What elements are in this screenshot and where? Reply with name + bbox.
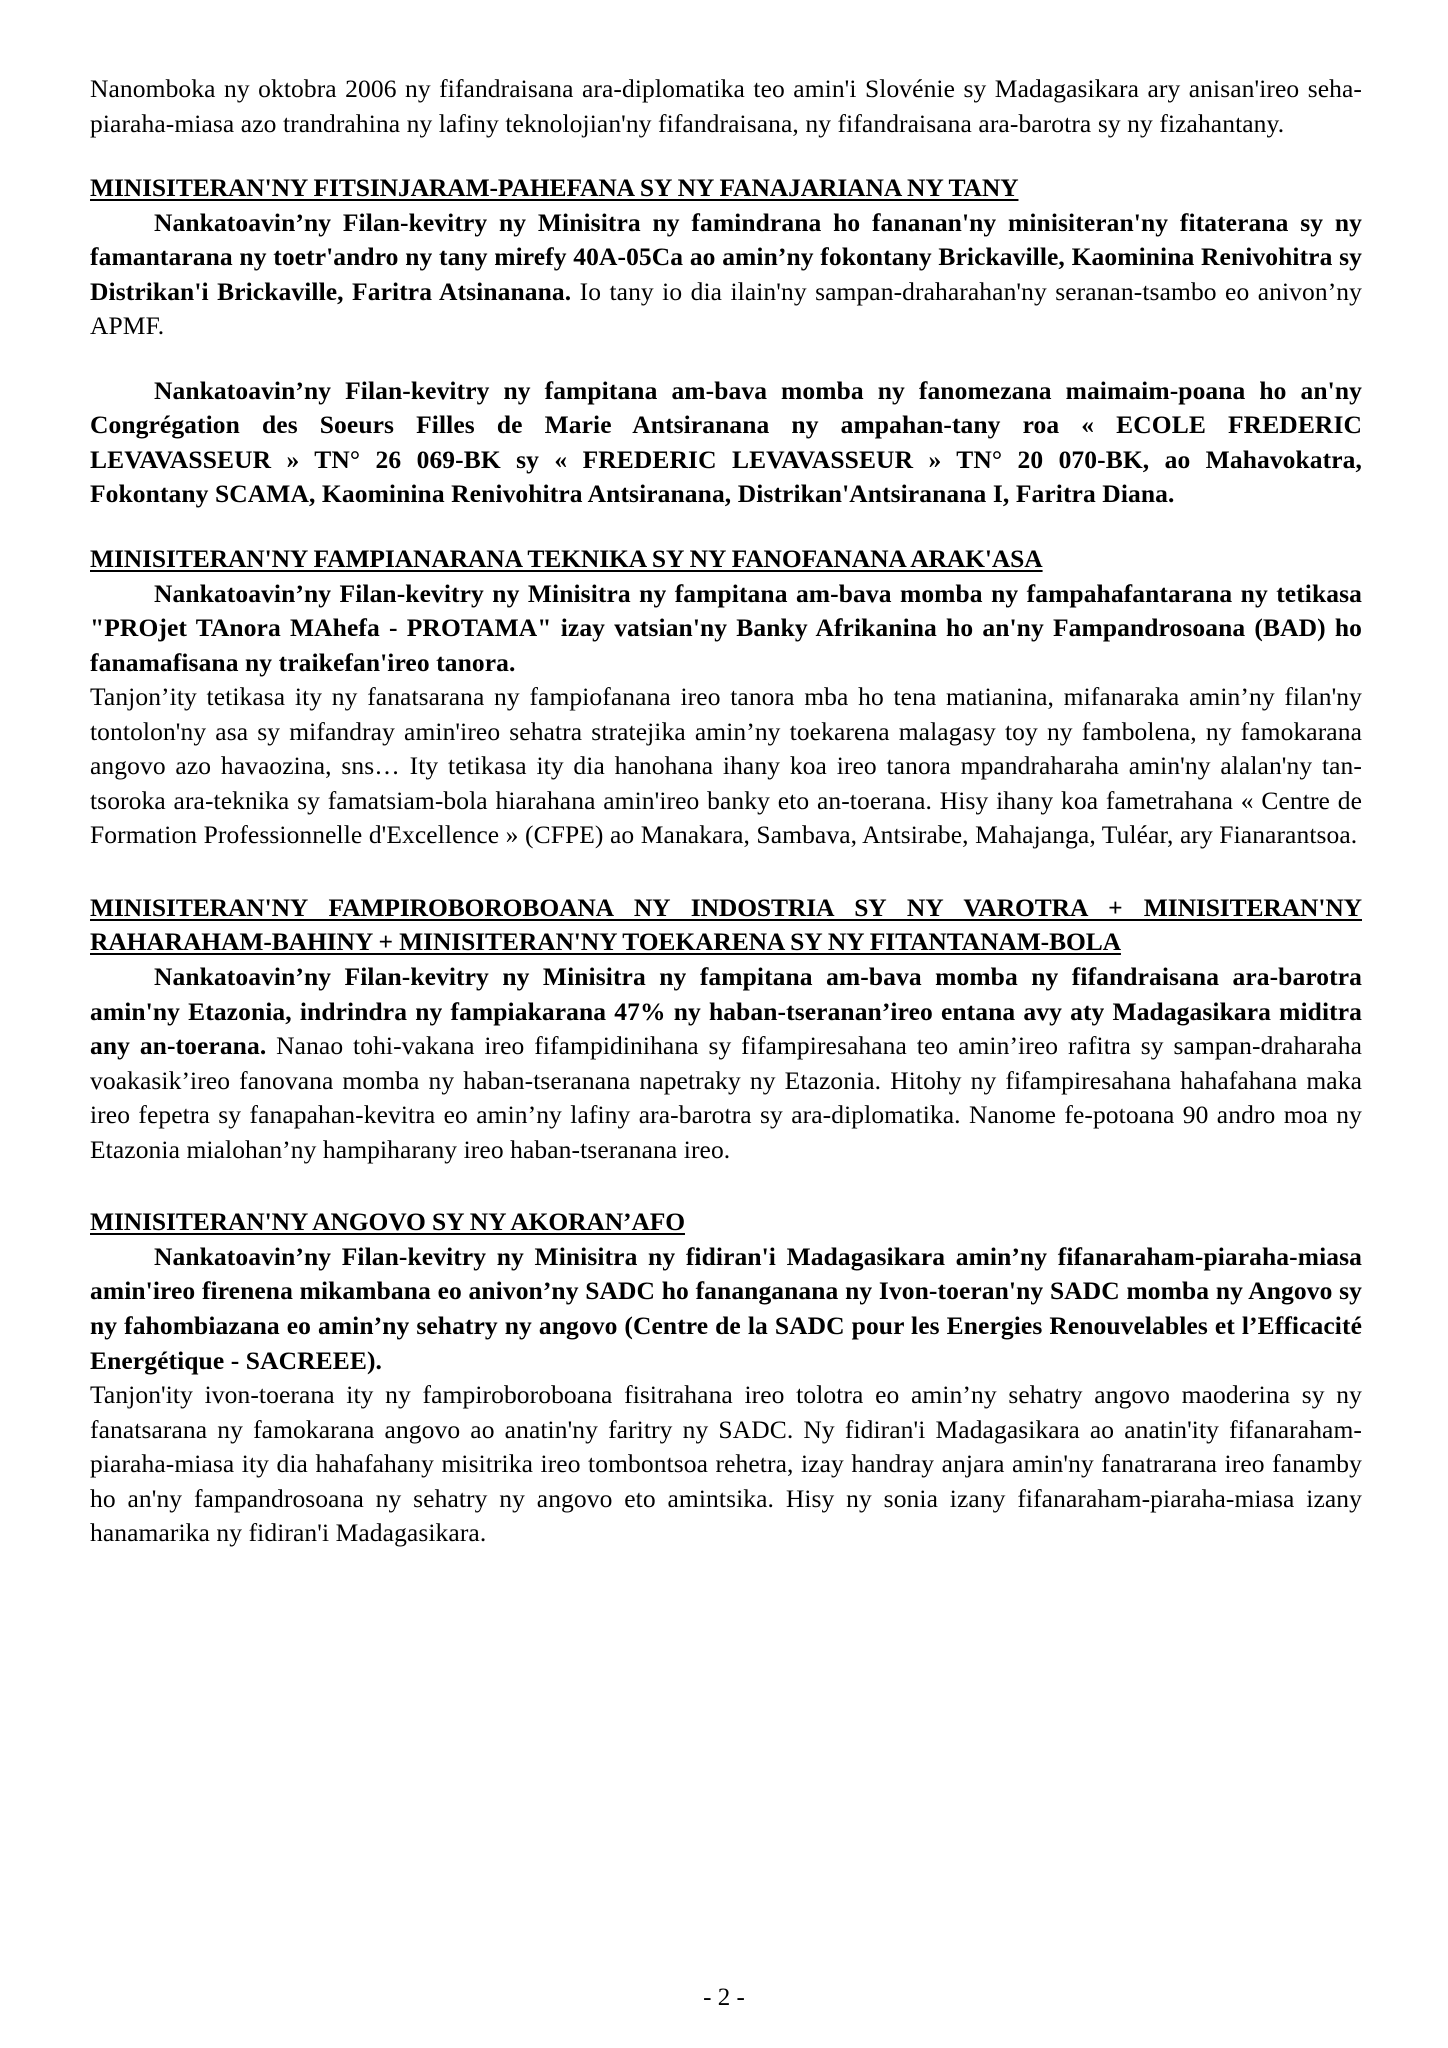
section-paragraph (90, 680, 1362, 853)
paragraph-rest: Nanao tohi-vakana ireo fifampidinihana sy fifampiresahana teo amin’ireo rafitra sy sampan-draharaha voakasik’ireo fanovana momba ny haban-tseranana napetraky ny Etazonia. Hitohy ny fifampiresahana hahafahana maka ireo fepetra sy fanapahan-kevitra eo amin’ny lafiny ara-barotra sy ara-diplomatika. Nanome fe-potoana 90 andro moa ny Etazonia mialohan’ny hampiharany ireo haban-tseranana ireo. (90, 1031, 1362, 1164)
section-fampiroboroboana-indostria (90, 891, 1362, 1167)
paragraph-bold-lead: Nankatoavin’ny Filan-kevitry ny Minisitra ny fampitana am-bava momba ny fifandraisana ara-barotra amin'ny Etazonia, indrindra ny fampiakarana 47% ny haban-tseranan’ireo entana avy aty Madagasikara miditra any an-toerana. (90, 962, 1362, 1061)
section-heading: MINISITERAN'NY FAMPIANARANA TEKNIKA SY NY FANOFANANA ARAK'ASA (90, 544, 1043, 574)
spacer (90, 1167, 1362, 1205)
section-paragraph (90, 960, 1362, 1167)
paragraph-rest: Tanjon’ity tetikasa ity ny fanatsarana ny fampiofanana ireo tanora mba ho tena matianina, mifanaraka amin’ny filan'ny tontolon'ny asa sy mifandray amin'ireo sehatra stratejika amin’ny toekarena malagasy toy ny fambolena, ny famokarana angovo azo havaozina, sns… Ity tetikasa ity dia hanohana ihany koa ireo tanora mpandraharaha amin'ny alalan'ny tan-tsoroka ara-teknika sy famatsiam-bola hiarahana amin'ireo banky eto an-toerana. Hisy ihany koa fametrahana « Centre de Formation Professionnelle d'Excellence » (CFPE) ao Manakara, Sambava, Antsirabe, Mahajanga, Tuléar, ary Fianarantsoa. (90, 682, 1362, 850)
section-paragraph (90, 1378, 1362, 1551)
paragraph-bold-lead: Nankatoavin’ny Filan-kevitry ny Minisitra ny fidiran'i Madagasikara amin’ny fifanaraham-piaraha-miasa amin'ireo firenena mikambana eo anivon’ny SADC ho fananganana ny Ivon-toeran'ny SADC momba ny Angovo sy ny fahombiazana eo amin’ny sehatry ny angovo (Centre de la SADC pour les Energies Renouvelables et l’Efficacité Energétique - SACREEE). (90, 1241, 1362, 1375)
section-fampianarana-teknika (90, 542, 1362, 853)
section-heading: MINISITERAN'NY FAMPIROBOROBOANA NY INDOSTRIA SY NY VAROTRA + MINISITERAN'NY RAHARAHAM-BAHINY + MINISITERAN'NY TOEKARENA SY NY FITANTANAM-BOLA (90, 892, 1362, 957)
section-paragraph (90, 1240, 1362, 1378)
section-fitsinjaram-pahefana (90, 171, 1362, 512)
page-number: - 2 - (703, 1984, 745, 2011)
spacer (90, 344, 1362, 374)
section-heading: MINISITERAN'NY ANGOVO SY NY AKORAN’AFO (90, 1207, 685, 1237)
section-heading: MINISITERAN'NY FITSINJARAM-PAHEFANA SY NY FANAJARIANA NY TANY (90, 173, 1019, 203)
spacer (90, 853, 1362, 891)
paragraph-rest: Tanjon'ity ivon-toerana ity ny fampiroboroboana fisitrahana ireo tolotra eo amin’ny sehatry angovo maoderina sy ny fanatsarana ny famokarana angovo ao anatin'ny faritry ny SADC. Ny fidiran'i Madagasikara ao anatin'ity fifanaraham-piaraha-miasa ity dia hahafahany misitrika ireo tombontsoa rehetra, izay handray anjara amin'ny fanatrarana ireo fanamby ho an'ny fampandrosoana ny sehatry ny angovo eto amintsika. Hisy ny sonia izany fifanaraham-piaraha-miasa izany hanamarika ny fidiran'i Madagasikara. (90, 1380, 1362, 1548)
section-angovo-akoran-afo (90, 1205, 1362, 1550)
section-paragraph (90, 374, 1362, 512)
section-paragraph (90, 206, 1362, 344)
intro-paragraph: Nanomboka ny oktobra 2006 ny fifandraisana ara-diplomatika teo amin'i Slovénie sy Madagasikara ary anisan'ireo seha-piaraha-miasa azo trandrahina ny lafiny teknolojian'ny fifandraisana, ny fifandraisana ara-barotra sy ny fizahantany. (90, 74, 1362, 138)
paragraph-bold-lead: Nankatoavin’ny Filan-kevitry ny fampitana am-bava momba ny fanomezana maimaim-poana ho an'ny Congrégation des Soeurs Filles de Marie Antsiranana ny ampahan-tany roa « ECOLE FREDERIC LEVAVASSEUR » TN° 26 069-BK sy « FREDERIC LEVAVASSEUR » TN° 20 070-BK, ao Mahavokatra, Fokontany SCAMA, Kaominina Renivohitra Antsiranana, Distrikan'Antsiranana I, Faritra Diana. (90, 375, 1362, 509)
spacer (90, 512, 1362, 542)
paragraph-bold-lead: Nankatoavin’ny Filan-kevitry ny Minisitra ny fampitana am-bava momba ny fampahafantarana ny tetikasa "PROjet TAnora MAhefa - PROTAMA" izay vatsian'ny Banky Afrikanina ho an'ny Fampandrosoana (BAD) ho fanamafisana ny traikefan'ireo tanora. (90, 578, 1362, 677)
document-body (90, 72, 1362, 1551)
spacer (90, 141, 1362, 171)
paragraph-rest: Io tany io dia ilain'ny sampan-draharahan'ny seranan-tsambo eo anivon’ny APMF. (90, 276, 1362, 341)
paragraph-bold-lead: Nankatoavin’ny Filan-kevitry ny Minisitra ny famindrana ho fananan'ny minisiteran'ny fitaterana sy ny famantarana ny toetr'andro ny tany mirefy 40A-05Ca ao amin’ny fokontany Brickaville, Kaominina Renivohitra sy Distrikan'i Brickaville, Faritra Atsinanana. (90, 207, 1362, 306)
section-paragraph (90, 577, 1362, 681)
